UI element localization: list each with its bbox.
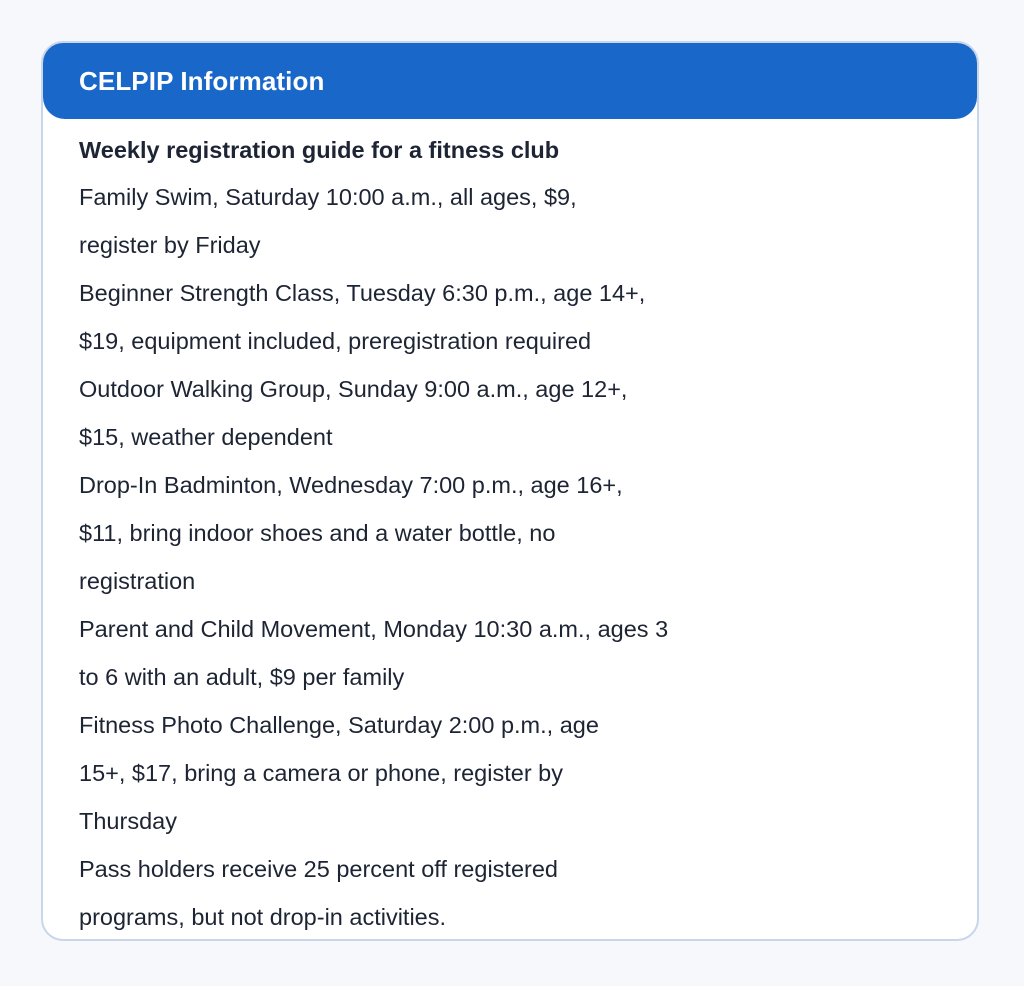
text-line: $19, equipment included, preregistration required [79,328,592,354]
text-line: Pass holders receive 25 percent off registered [79,856,558,882]
card-header [43,43,977,119]
text-line: register by Friday [79,232,261,258]
card-body [43,127,799,941]
text-line: to 6 with an adult, $9 per family [79,664,405,690]
text-line: Thursday [79,808,177,834]
text-line: Outdoor Walking Group, Sunday 9:00 a.m., age 12+, [79,376,628,402]
text-line: $15, weather dependent [79,424,333,450]
card-title: CELPIP Information [79,65,325,96]
text-line: Beginner Strength Class, Tuesday 6:30 p.m., age 14+, [79,280,646,306]
text-line: $11, bring indoor shoes and a water bottle, no [79,520,556,546]
text-line: Fitness Photo Challenge, Saturday 2:00 p.m., age [79,712,599,738]
info-card [41,41,979,941]
text-line: 15+, $17, bring a camera or phone, register by [79,760,563,786]
text-line: Family Swim, Saturday 10:00 a.m., all ages, $9, [79,184,577,210]
text-line: Parent and Child Movement, Monday 10:30 a.m., ages 3 [79,616,669,642]
text-line: Drop-In Badminton, Wednesday 7:00 p.m., age 16+, [79,472,623,498]
guide-subtitle: Weekly registration guide for a fitness club [79,137,560,163]
text-line: programs, but not drop-in activities. [79,904,447,930]
text-line: registration [79,568,196,594]
